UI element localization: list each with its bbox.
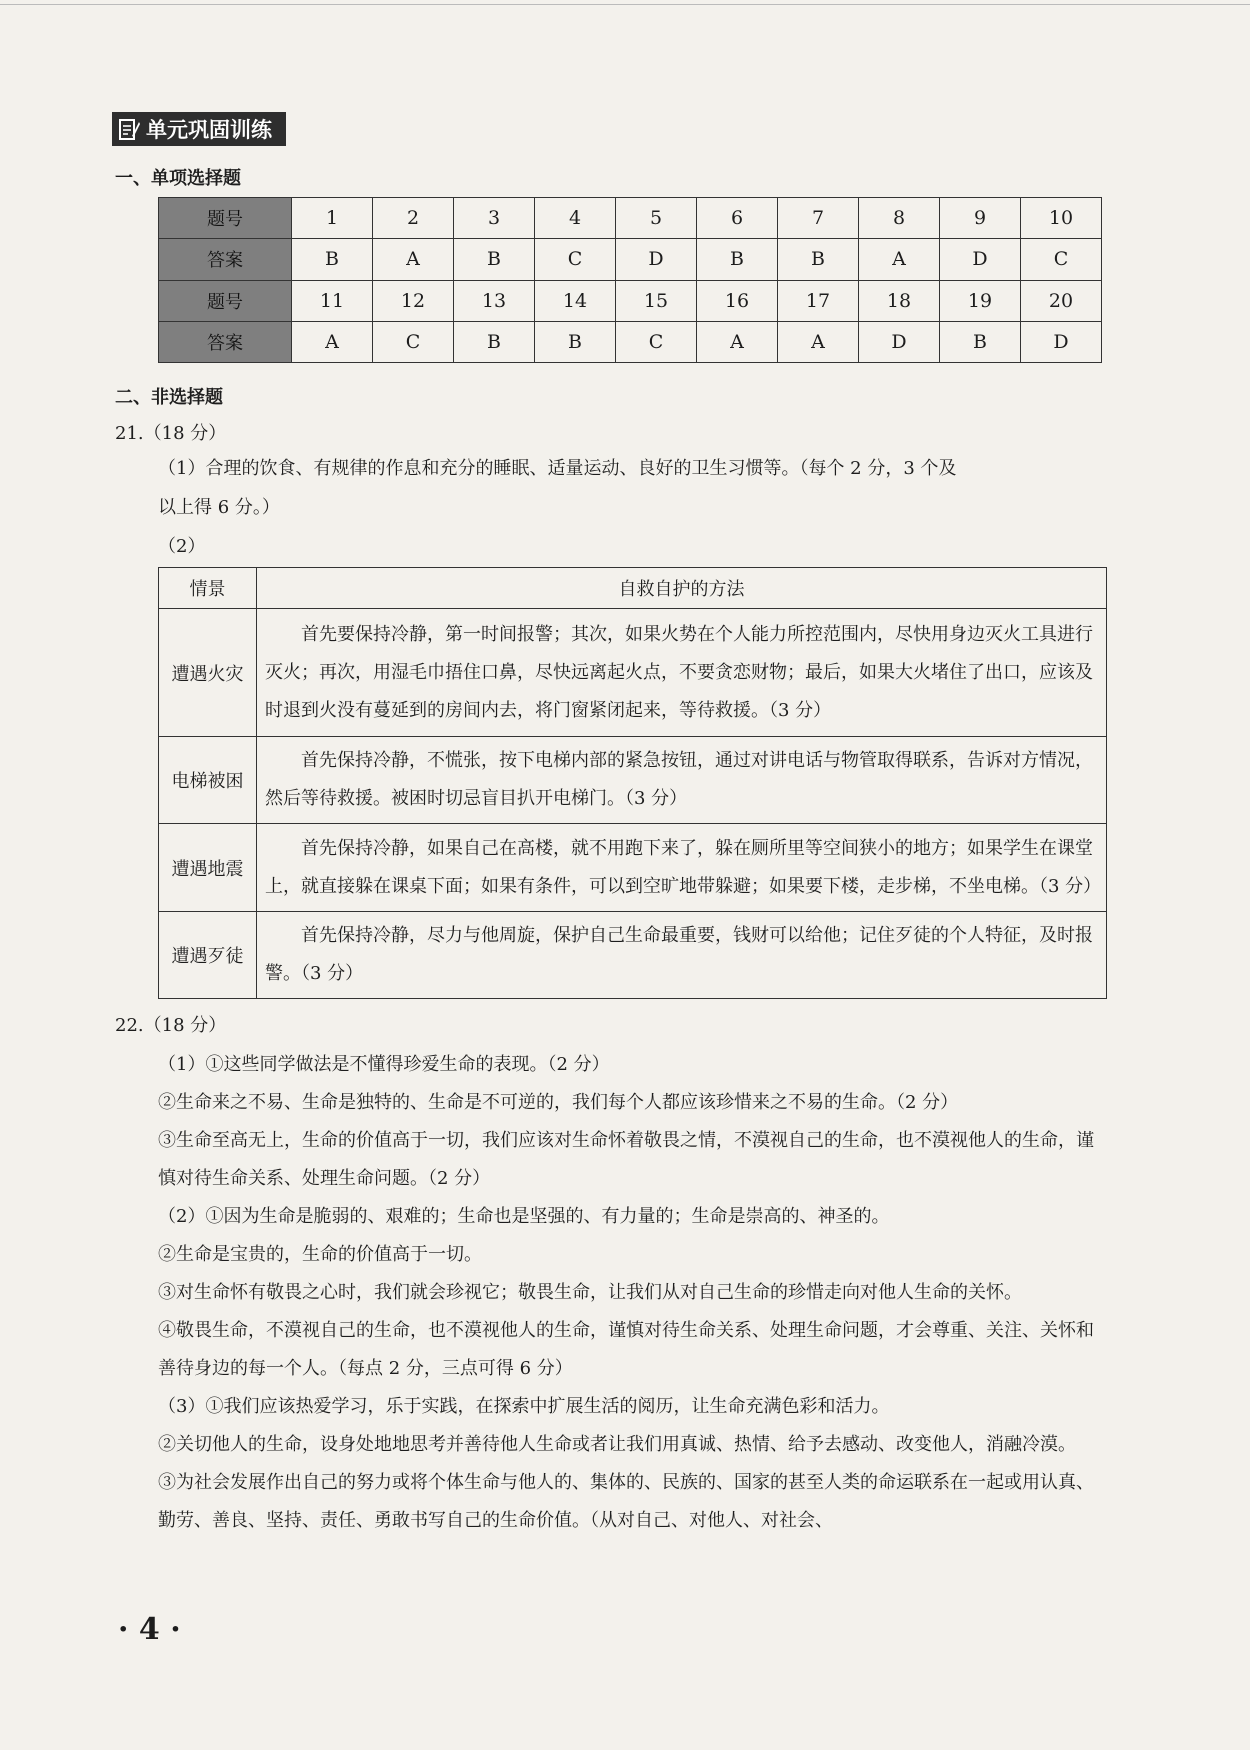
- question-number-cell: 7: [778, 198, 859, 239]
- q21-part2-label: （2）: [158, 536, 206, 557]
- method-cell: 首先要保持冷静，第一时间报警；其次，如果火势在个人能力所控范围内，尽快用身边灭火工具进行灭火；再次，用湿毛巾捂住口鼻，尽快远离起火点，不要贪恋财物；最后，如果大火堵住了出口，应该及时退到火没有蔓延到的房间内去，将门窗紧闭起来，等待救援。（3 分）: [257, 609, 1107, 737]
- q22-paragraph: ②生命是宝贵的，生命的价值高于一切。: [158, 1244, 482, 1265]
- scene-cell: 遭遇火灾: [159, 609, 257, 737]
- question-number-cell: 3: [454, 198, 535, 239]
- answer-table-row: [159, 321, 1102, 362]
- top-rule: [0, 4, 1250, 5]
- answer-cell: D: [616, 239, 697, 280]
- q22-paragraph: ③生命至高无上，生命的价值高于一切，我们应该对生命怀着敬畏之情，不漠视自己的生命，也不漠视他人的生命，谨慎对待生命关系、处理生命问题。（2 分）: [158, 1130, 1094, 1189]
- answer-cell: C: [1021, 239, 1102, 280]
- question-number-cell: 2: [373, 198, 454, 239]
- q22-paragraph: ③对生命怀有敬畏之心时，我们就会珍视它；敬畏生命，让我们从对自己生命的珍惜走向对他人生命的关怀。: [158, 1282, 1022, 1303]
- question-number-cell: 11: [292, 280, 373, 321]
- q21-part1-line2: 以上得 6 分。）: [158, 497, 280, 518]
- q21-header: 21.（18 分）: [115, 423, 227, 444]
- answer-cell: A: [778, 321, 859, 362]
- question-number-cell: 9: [940, 198, 1021, 239]
- question-number-cell: 18: [859, 280, 940, 321]
- situation-row: [159, 609, 1107, 737]
- q22-paragraph: ②关切他人的生命，设身处地地思考并善待他人生命或者让我们用真诚、热情、给予去感动、改变他人，消融冷漠。: [158, 1434, 1076, 1455]
- answer-cell: B: [778, 239, 859, 280]
- question-number-cell: 20: [1021, 280, 1102, 321]
- question-number-cell: 8: [859, 198, 940, 239]
- situation-row: [159, 911, 1107, 998]
- answer-cell: C: [535, 239, 616, 280]
- row-label-cell: 答案: [159, 321, 292, 362]
- answer-table-row: [159, 239, 1102, 280]
- q22-paragraph: ④敬畏生命，不漠视自己的生命，也不漠视他人的生命，谨慎对待生命关系、处理生命问题，才会尊重、关注、关怀和善待身边的每一个人。（每点 2 分，三点可得 6 分）: [158, 1320, 1094, 1379]
- q22-paragraph: ②生命来之不易、生命是独特的、生命是不可逆的，我们每个人都应该珍惜来之不易的生命。（2 分）: [158, 1092, 959, 1113]
- scene-cell: 电梯被困: [159, 737, 257, 824]
- answer-table-row: [159, 280, 1102, 321]
- answer-cell: B: [940, 321, 1021, 362]
- question-number-cell: 17: [778, 280, 859, 321]
- q21-part1-line1: （1）合理的饮食、有规律的作息和充分的睡眠、适量运动、良好的卫生习惯等。（每个 2 分，3 个及: [158, 458, 957, 479]
- row-label-cell: 题号: [159, 198, 292, 239]
- answer-cell: A: [697, 321, 778, 362]
- banner-title: 单元巩固训练: [146, 118, 272, 142]
- answer-table-row: [159, 198, 1102, 239]
- section-title-choice: 一、单项选择题: [115, 168, 241, 189]
- answer-cell: C: [373, 321, 454, 362]
- q22-paragraph: （2）①因为生命是脆弱的、艰难的；生命也是坚强的、有力量的；生命是崇高的、神圣的。: [158, 1206, 890, 1227]
- answer-cell: D: [859, 321, 940, 362]
- question-number-cell: 5: [616, 198, 697, 239]
- question-number-cell: 10: [1021, 198, 1102, 239]
- method-cell: 首先保持冷静，不慌张，按下电梯内部的紧急按钮，通过对讲电话与物管取得联系，告诉对方情况，然后等待救援。被困时切忌盲目扒开电梯门。（3 分）: [257, 737, 1107, 824]
- answer-cell: A: [373, 239, 454, 280]
- method-cell: 首先保持冷静，如果自己在高楼，就不用跑下来了，躲在厕所里等空间狭小的地方；如果学生在课堂上，就直接躲在课桌下面；如果有条件，可以到空旷地带躲避；如果要下楼，走步梯，不坐电梯。（3 分）: [257, 824, 1107, 911]
- situation-row: [159, 737, 1107, 824]
- section-title-nonchoice: 二、非选择题: [115, 387, 223, 408]
- question-number-cell: 16: [697, 280, 778, 321]
- answer-cell: B: [454, 239, 535, 280]
- page-number: · 4 ·: [118, 1612, 181, 1647]
- note-pencil-icon: [118, 116, 140, 142]
- answer-cell: B: [697, 239, 778, 280]
- q22-paragraph: ③为社会发展作出自己的努力或将个体生命与他人的、集体的、民族的、国家的甚至人类的命运联系在一起或用认真、勤劳、善良、坚持、责任、勇敢书写自己的生命价值。（从对自己、对他人、对社会、: [158, 1472, 1094, 1531]
- answer-cell: D: [1021, 321, 1102, 362]
- unit-banner: [112, 112, 286, 146]
- question-number-cell: 19: [940, 280, 1021, 321]
- situation-row: [159, 824, 1107, 911]
- answer-cell: B: [454, 321, 535, 362]
- question-number-cell: 15: [616, 280, 697, 321]
- answer-cell: C: [616, 321, 697, 362]
- question-number-cell: 1: [292, 198, 373, 239]
- q22-answer-body: [158, 1046, 1108, 1540]
- answer-cell: B: [535, 321, 616, 362]
- situation-table-head: [159, 568, 1107, 609]
- row-label-cell: 题号: [159, 280, 292, 321]
- row-label-cell: 答案: [159, 239, 292, 280]
- answer-cell: D: [940, 239, 1021, 280]
- method-cell: 首先保持冷静，尽力与他周旋，保护自己生命最重要，钱财可以给他；记住歹徒的个人特征，及时报警。（3 分）: [257, 911, 1107, 998]
- scene-cell: 遭遇地震: [159, 824, 257, 911]
- answer-cell: A: [859, 239, 940, 280]
- question-number-cell: 4: [535, 198, 616, 239]
- question-number-cell: 12: [373, 280, 454, 321]
- answer-cell: B: [292, 239, 373, 280]
- q22-paragraph: （1）①这些同学做法是不懂得珍爱生命的表现。（2 分）: [158, 1054, 610, 1075]
- answer-table: [158, 197, 1102, 363]
- head-scene: 情景: [159, 568, 257, 609]
- answer-cell: A: [292, 321, 373, 362]
- q22-header: 22.（18 分）: [115, 1015, 227, 1036]
- question-number-cell: 13: [454, 280, 535, 321]
- scene-cell: 遭遇歹徒: [159, 911, 257, 998]
- question-number-cell: 14: [535, 280, 616, 321]
- situation-table: [158, 567, 1107, 999]
- question-number-cell: 6: [697, 198, 778, 239]
- head-method: 自救自护的方法: [257, 568, 1107, 609]
- q22-paragraph: （3）①我们应该热爱学习，乐于实践，在探索中扩展生活的阅历，让生命充满色彩和活力。: [158, 1396, 890, 1417]
